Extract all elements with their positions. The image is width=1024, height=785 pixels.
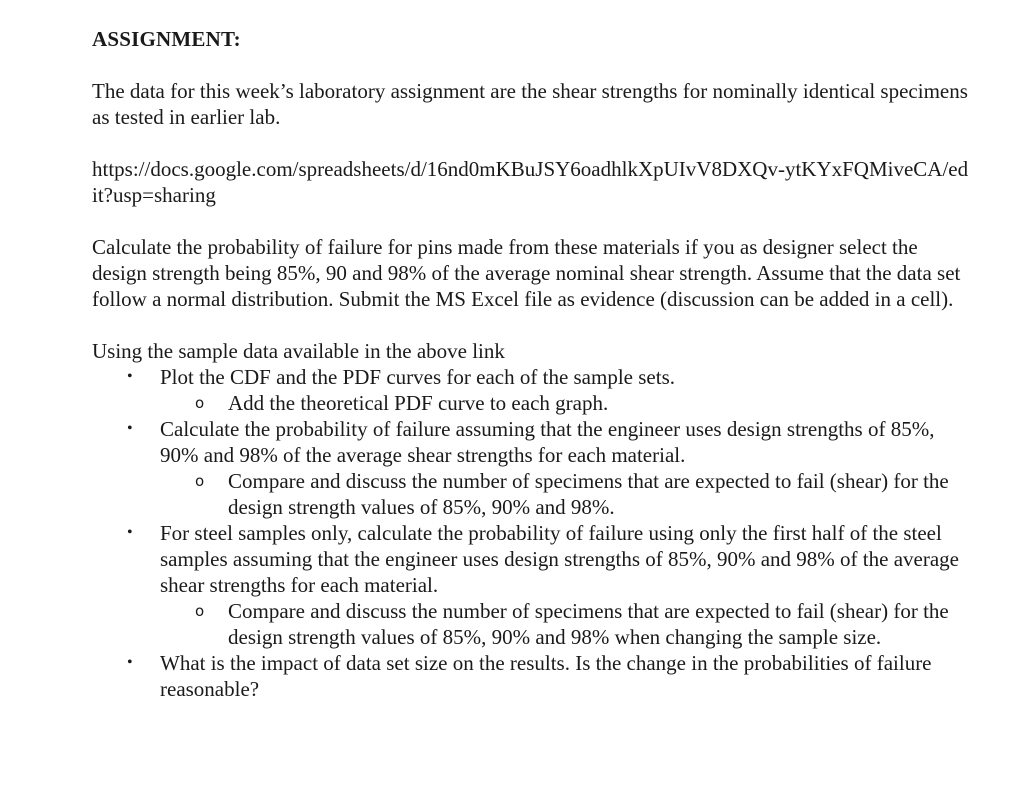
bullet-icon: • bbox=[127, 524, 133, 541]
sub-list-item-text: Compare and discuss the number of specimens that are expected to fail (shear) for the design strength values of 85%, 90% and 98%. bbox=[228, 469, 949, 519]
list-item-text: What is the impact of data set size on the results. Is the change in the probabilities of failure reasonable? bbox=[160, 651, 932, 701]
sub-list-item-text: Add the theoretical PDF curve to each graph. bbox=[228, 391, 609, 415]
sub-list bbox=[160, 468, 972, 520]
sub-list-item-text: Compare and discuss the number of specimens that are expected to fail (shear) for the design strength values of 85%, 90% and 98% when changing the sample size. bbox=[228, 599, 949, 649]
spreadsheet-link[interactable]: https://docs.google.com/spreadsheets/d/16nd0mKBuJSY6oadhlkXpUIvV8DXQv-ytKYxFQMiveCA/edit?usp=sharing bbox=[92, 157, 969, 207]
list-item-text: For steel samples only, calculate the probability of failure using only the first half of the steel samples assuming that the engineer uses design strengths of 85%, 90% and 98% of the average shear strengths for each material. bbox=[160, 521, 959, 597]
hollow-bullet-icon: o bbox=[195, 602, 205, 620]
task-paragraph: Calculate the probability of failure for pins made from these materials if you as designer select the design strength being 85%, 90 and 98% of the average nominal shear strength. Assume that the data set follow a normal distribution. Submit the MS Excel file as evidence (discussion can be added in a cell). bbox=[92, 235, 961, 311]
task-list bbox=[92, 364, 972, 702]
assignment-heading: ASSIGNMENT: bbox=[92, 27, 241, 51]
bullet-icon: • bbox=[127, 654, 133, 671]
sub-list-item bbox=[160, 598, 972, 650]
hollow-bullet-icon: o bbox=[195, 394, 205, 412]
bullet-icon: • bbox=[127, 368, 133, 385]
bullet-icon: • bbox=[127, 420, 133, 437]
sub-list bbox=[160, 390, 972, 416]
hollow-bullet-icon: o bbox=[195, 472, 205, 490]
list-item-text: Plot the CDF and the PDF curves for each of the sample sets. bbox=[160, 365, 675, 389]
sub-list bbox=[160, 598, 972, 650]
intro-paragraph: The data for this week’s laboratory assignment are the shear strengths for nominally identical specimens as tested in earlier lab. bbox=[92, 79, 968, 129]
sub-list-item bbox=[160, 390, 972, 416]
list-item bbox=[92, 416, 972, 520]
list-item-text: Calculate the probability of failure assuming that the engineer uses design strengths of 85%, 90% and 98% of the average shear strengths for each material. bbox=[160, 417, 935, 467]
list-item bbox=[92, 650, 972, 702]
assignment-document bbox=[92, 26, 972, 702]
instructions-lead: Using the sample data available in the above link bbox=[92, 339, 505, 363]
list-item bbox=[92, 364, 972, 416]
list-item bbox=[92, 520, 972, 650]
sub-list-item bbox=[160, 468, 972, 520]
